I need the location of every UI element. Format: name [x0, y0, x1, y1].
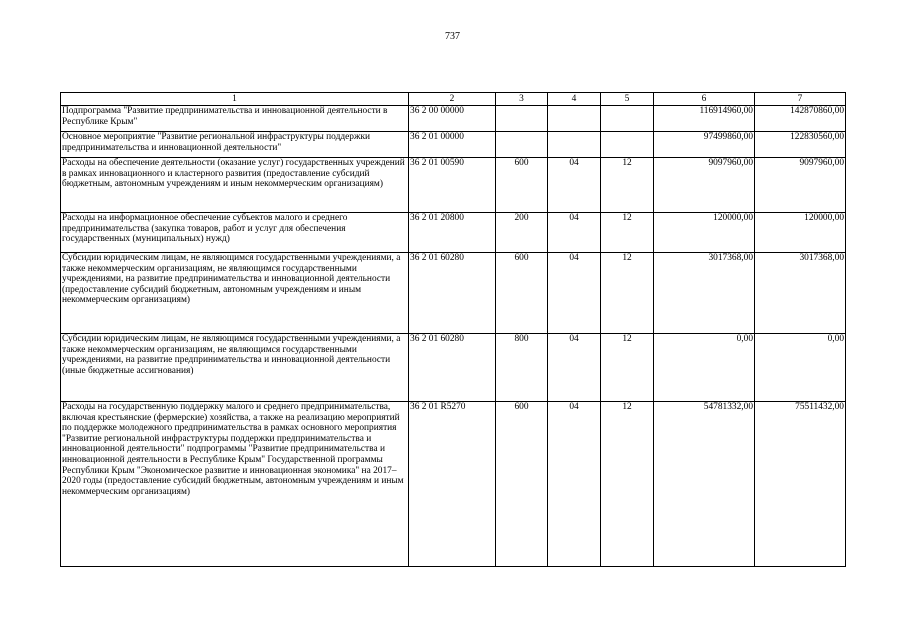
header-cell: 3	[496, 93, 548, 106]
target-code: 36 2 01 00590	[409, 158, 496, 213]
amount-year-2: 0,00	[755, 334, 846, 402]
target-code: 36 2 01 60280	[409, 334, 496, 402]
expense-name: Расходы на информационное обеспечение субъектов малого и среднего предпринимательства (закупка товаров, работ и услуг для обеспечения государственных (муниципальных) нужд)	[61, 213, 409, 253]
amount-year-1: 3017368,00	[654, 253, 755, 334]
subsection-code: 12	[601, 253, 654, 334]
table-header-row	[61, 93, 846, 106]
subsection-code: 12	[601, 334, 654, 402]
header-cell: 4	[548, 93, 601, 106]
expense-type-code: 800	[496, 334, 548, 402]
header-cell: 6	[654, 93, 755, 106]
amount-year-2: 142870860,00	[755, 106, 846, 132]
amount-year-2: 9097960,00	[755, 158, 846, 213]
page-number: 737	[445, 31, 460, 42]
amount-year-1: 54781332,00	[654, 402, 755, 567]
target-code: 36 2 01 60280	[409, 253, 496, 334]
expense-type-code: 600	[496, 402, 548, 567]
subsection-code: 12	[601, 158, 654, 213]
target-code: 36 2 01 R5270	[409, 402, 496, 567]
table-row	[61, 158, 846, 213]
expense-name: Основное мероприятие "Развитие региональной инфраструктуры поддержки предпринимательства и инновационной деятельности"	[61, 132, 409, 158]
budget-table	[60, 92, 846, 567]
header-cell: 1	[61, 93, 409, 106]
section-code	[548, 106, 601, 132]
table-row	[61, 132, 846, 158]
expense-type-code: 200	[496, 213, 548, 253]
target-code: 36 2 01 00000	[409, 132, 496, 158]
amount-year-2: 3017368,00	[755, 253, 846, 334]
header-cell: 2	[409, 93, 496, 106]
section-code: 04	[548, 158, 601, 213]
target-code: 36 2 00 00000	[409, 106, 496, 132]
section-code: 04	[548, 213, 601, 253]
amount-year-1: 9097960,00	[654, 158, 755, 213]
table-row	[61, 253, 846, 334]
header-cell: 5	[601, 93, 654, 106]
table-row	[61, 213, 846, 253]
section-code: 04	[548, 334, 601, 402]
expense-name: Расходы на государственную поддержку малого и среднего предпринимательства, включая крестьянские (фермерские) хозяйства, а также на реализацию мероприятий по поддержке молодежного предпринимательства в рамках основного мероприятия "Развитие региональной инфраструктуры поддержки предпринимательства и инновационной деятельности" подпрограммы "Развитие предпринимательства и инновационной деятельности в Республике Крым" Государственной программы Республики Крым "Экономическое развитие и инновационная экономика" на 2017–2020 годы (предоставление субсидий бюджетным, автономным учреждениям и иным некоммерческим организациям)	[61, 402, 409, 567]
table-row	[61, 334, 846, 402]
amount-year-2: 120000,00	[755, 213, 846, 253]
subsection-code	[601, 106, 654, 132]
section-code: 04	[548, 253, 601, 334]
section-code: 04	[548, 402, 601, 567]
expense-name: Расходы на обеспечение деятельности (оказание услуг) государственных учреждений в рамках инновационного и кластерного развития (предоставление субсидий бюджетным, автономным учреждениям и иным некоммерческим организациям)	[61, 158, 409, 213]
amount-year-1: 120000,00	[654, 213, 755, 253]
amount-year-2: 75511432,00	[755, 402, 846, 567]
amount-year-1: 0,00	[654, 334, 755, 402]
expense-name: Субсидии юридическим лицам, не являющимся государственными учреждениями, а также некоммерческим организациям, не являющимся государственными учреждениями, на развитие предпринимательства и инновационной деятельности (предоставление субсидий бюджетным, автономным учреждениям и иным некоммерческим организациям)	[61, 253, 409, 334]
expense-type-code: 600	[496, 253, 548, 334]
subsection-code	[601, 132, 654, 158]
table-row	[61, 402, 846, 567]
amount-year-2: 122830560,00	[755, 132, 846, 158]
expense-name: Подпрограмма "Развитие предпринимательства и инновационной деятельности в Республике Крым"	[61, 106, 409, 132]
target-code: 36 2 01 20800	[409, 213, 496, 253]
expense-name: Субсидии юридическим лицам, не являющимся государственными учреждениями, а также некоммерческим организациям, не являющимся государственными учреждениями, на развитие предпринимательства и инновационной деятельности (иные бюджетные ассигнования)	[61, 334, 409, 402]
subsection-code: 12	[601, 213, 654, 253]
section-code	[548, 132, 601, 158]
expense-type-code	[496, 132, 548, 158]
subsection-code: 12	[601, 402, 654, 567]
table-row	[61, 106, 846, 132]
amount-year-1: 97499860,00	[654, 132, 755, 158]
header-cell: 7	[755, 93, 846, 106]
expense-type-code: 600	[496, 158, 548, 213]
amount-year-1: 116914960,00	[654, 106, 755, 132]
expense-type-code	[496, 106, 548, 132]
